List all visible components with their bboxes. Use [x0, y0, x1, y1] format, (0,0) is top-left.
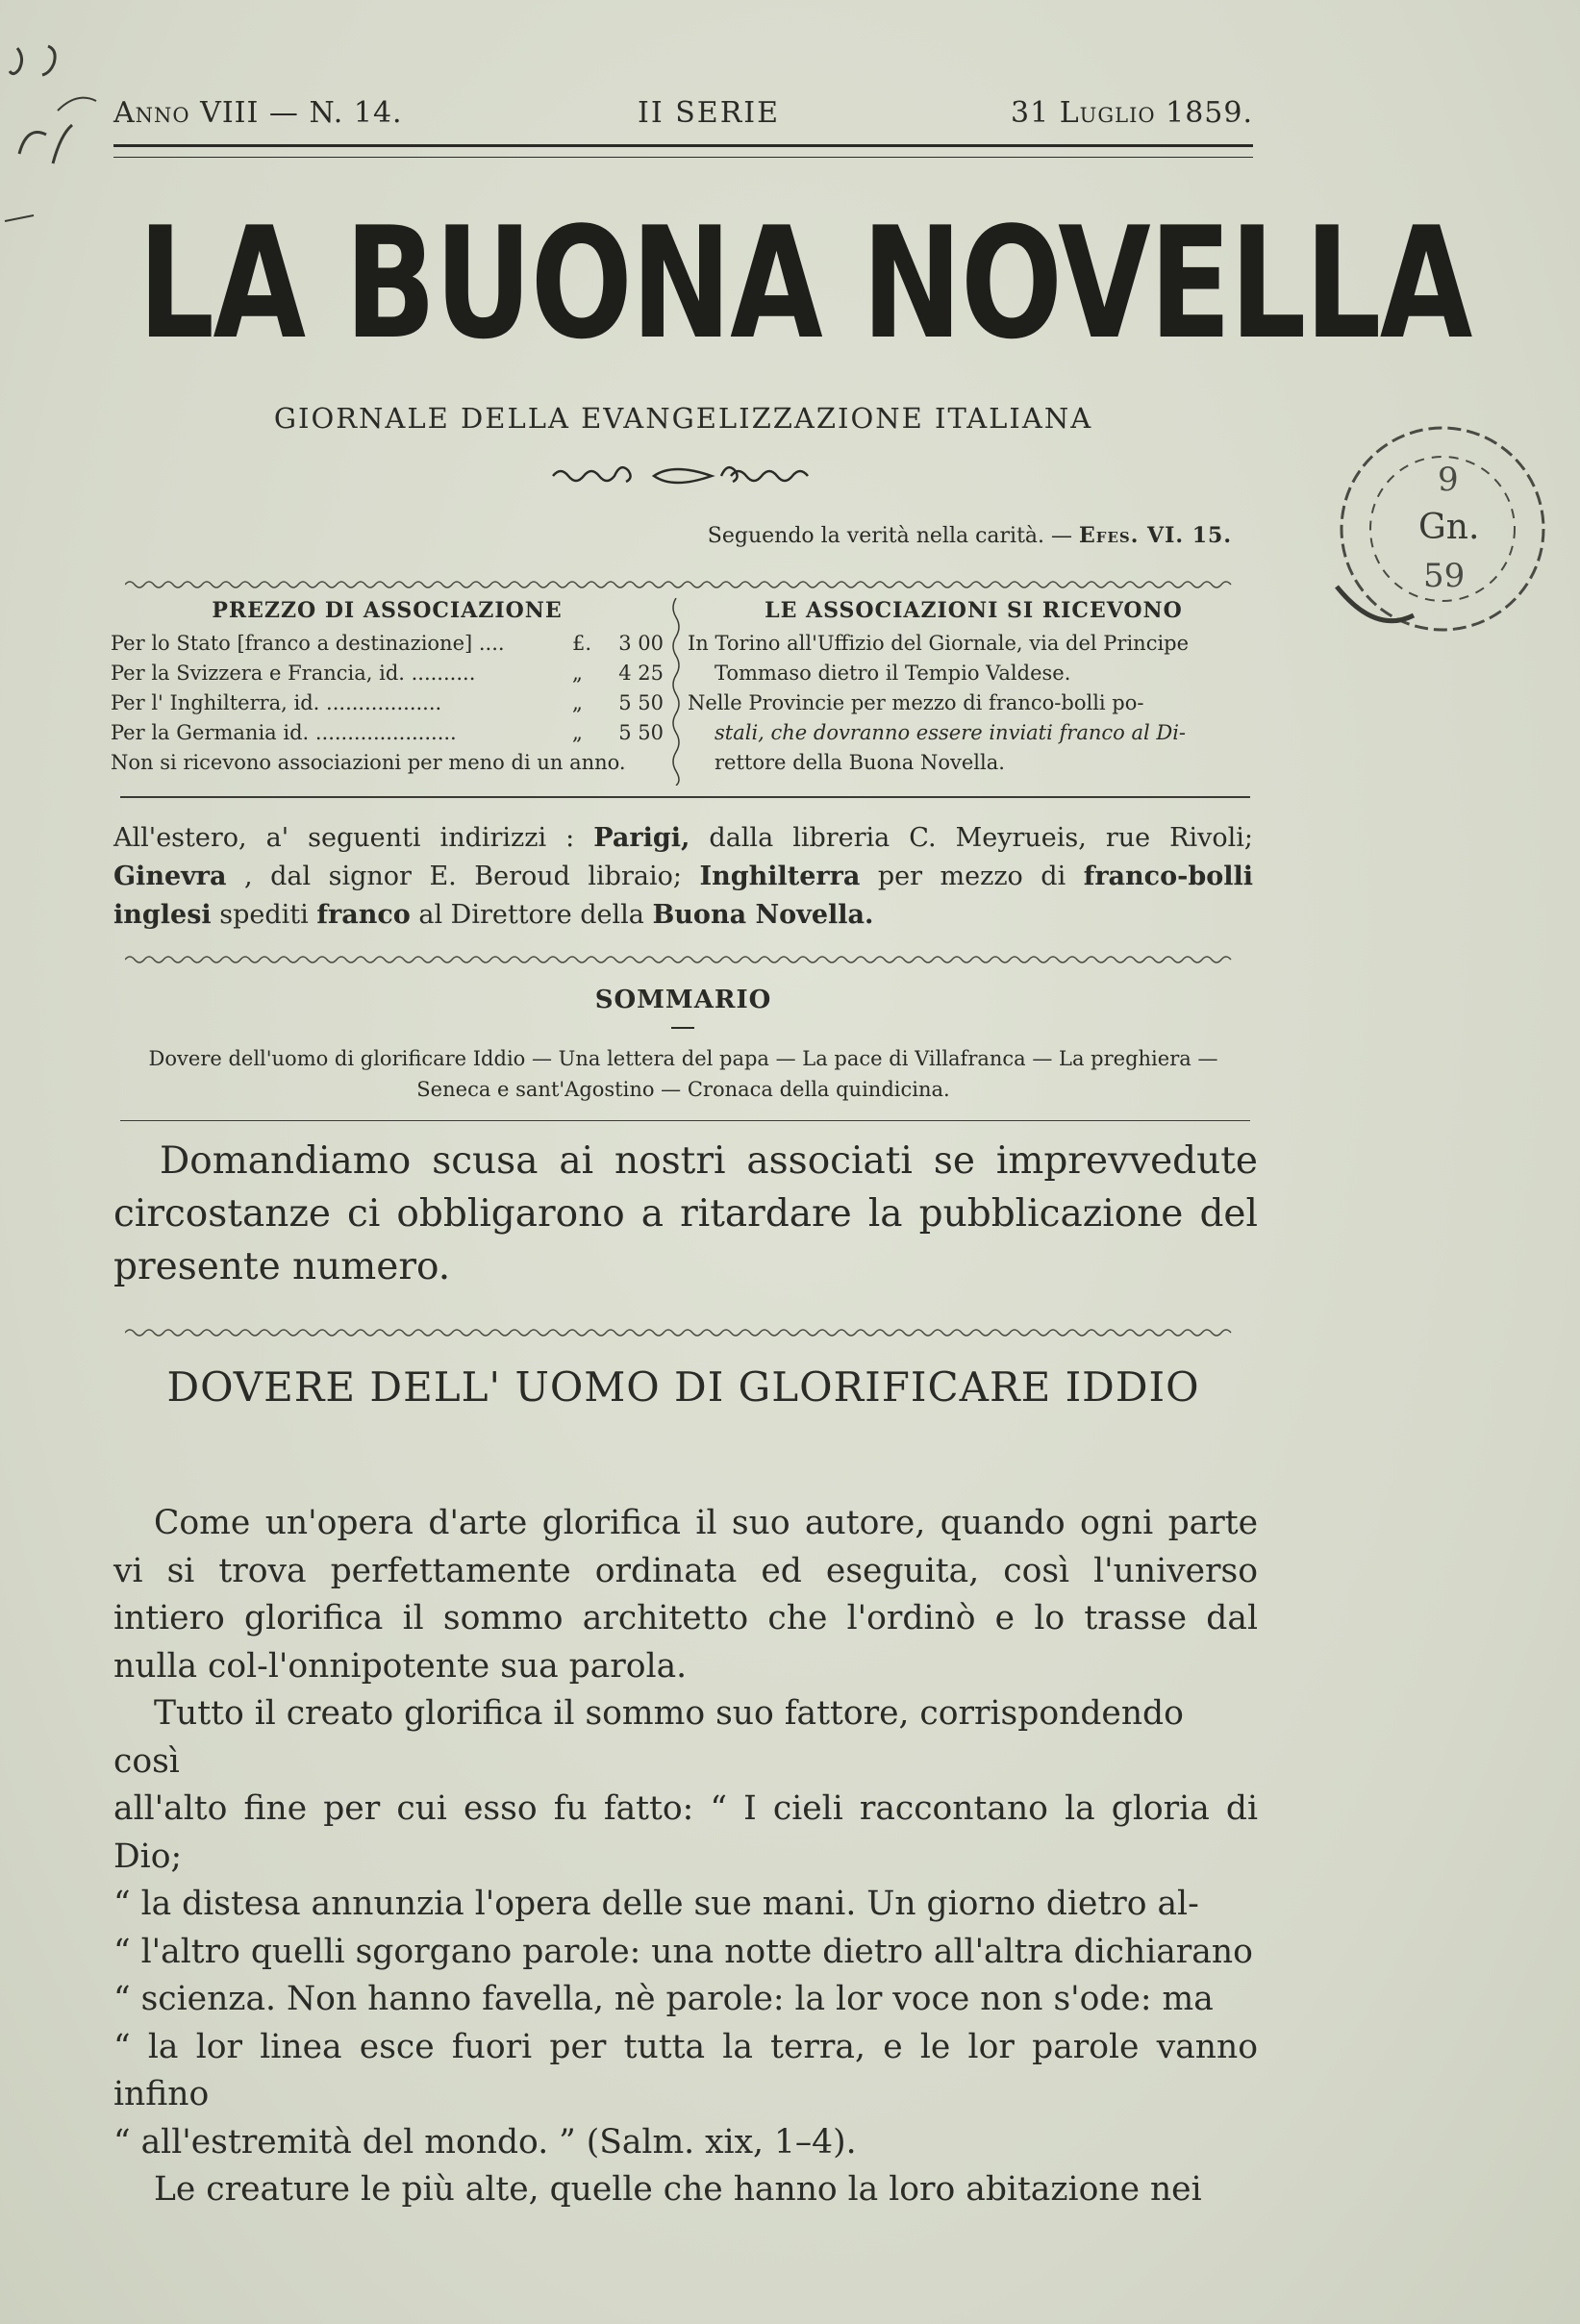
price-currency: „	[572, 662, 583, 685]
price-row	[111, 718, 664, 748]
minimum-note-text: Non si ricevono associazioni per meno di un anno.	[111, 751, 626, 774]
price-label: Per la Germania id. ......................	[111, 721, 457, 744]
motto-reference: Efes. VI. 15.	[1079, 523, 1232, 548]
where-column	[688, 598, 1260, 778]
apology-notice: Domandiamo scusa ai nostri associati se imprevvedute circostanze ci obbligarono a ritardare la pubblicazione del presente numero.	[113, 1139, 1258, 1288]
price-amount: 5 50	[618, 691, 664, 714]
article-line: “ scienza. Non hanno favella, nè parole: la lor voce non s'ode: ma	[113, 1980, 1214, 2018]
abroad-geneva: Ginevra	[113, 862, 227, 891]
where-line: Tommaso dietro il Tempio Valdese.	[715, 662, 1071, 685]
abroad-text: spediti	[211, 900, 317, 930]
where-line: In Torino all'Uffizio del Giornale, via del Principe	[688, 632, 1190, 655]
abroad-text: All'estero, a' seguenti indirizzi :	[113, 823, 594, 853]
masthead-title: LA BUONA NOVELLA	[138, 193, 1471, 373]
article-paragraph: Le creature le più alte, quelle che hanno la loro abitazione nei	[154, 2170, 1202, 2209]
section-rule	[120, 796, 1250, 798]
article-title: DOVERE DELL' UOMO DI GLORIFICARE IDDIO	[166, 1363, 1200, 1411]
abroad-text: , dal signor E. Beroud libraio;	[226, 862, 700, 891]
abroad-paper-name: Buona Novella.	[652, 900, 874, 930]
motto-text: Seguendo la verità nella carità. —	[707, 524, 1080, 548]
minimum-note	[111, 748, 664, 778]
price-label: Per l' Inghilterra, id. ..................	[111, 691, 442, 714]
stamp-month: Gn.	[1418, 508, 1480, 547]
summary-dash	[671, 1027, 694, 1029]
article-line: all'alto fine per cui esso fu fatto: “ I cieli raccontano la gloria di Dio;	[113, 1789, 1258, 1876]
price-amount: 5 50	[618, 721, 664, 744]
abroad-franco: franco	[316, 900, 411, 930]
where-line: rettore della Buona Novella.	[715, 751, 1005, 774]
postmark-stamp	[1317, 413, 1577, 663]
price-column	[111, 598, 664, 778]
price-amount: 3 00	[618, 632, 664, 655]
price-row	[111, 629, 664, 659]
series-label: II SERIE	[638, 96, 781, 130]
price-row	[111, 688, 664, 718]
price-label: Per lo Stato [franco a destinazione] ....	[111, 632, 505, 655]
abroad-stamps: franco-bolli inglesi	[113, 862, 1253, 930]
subscription-block	[111, 598, 1260, 786]
where-line: stali, che dovranno essere inviati franco al Di-	[715, 721, 1187, 744]
article-paragraph: Come un'opera d'arte glorifica il suo autore, quando ogni parte vi si trova perfettamente ordinata ed eseguita, così l'universo intiero glorifica il sommo architetto che l'ordinò e lo trasse dal nulla col-l'onnipotente sua parola.	[113, 1504, 1258, 1686]
abroad-text: per mezzo di	[860, 862, 1084, 891]
abroad-text: al Direttore della	[410, 900, 653, 930]
wavy-divider	[125, 579, 1250, 590]
abroad-text: dalla libreria C. Meyrueis, rue Rivoli;	[690, 823, 1254, 853]
where-heading: LE ASSOCIAZIONI SI RICEVONO	[765, 598, 1183, 623]
article-line: “ la lor linea esce fuori per tutta la terra, e le lor parole vanno infino	[113, 2027, 1258, 2113]
issue-header	[113, 96, 1253, 135]
article-paragraph	[113, 1690, 1258, 1786]
price-currency: £.	[572, 632, 592, 655]
abroad-paris: Parigi,	[593, 823, 690, 853]
header-double-rule	[113, 144, 1253, 158]
masthead	[113, 187, 1471, 380]
issue-date: 31 Luglio 1859.	[1011, 96, 1253, 130]
price-row	[111, 659, 664, 688]
section-rule	[120, 1120, 1250, 1121]
stamp-day: 9	[1438, 461, 1459, 499]
issue-number: Anno VIII — N. 14.	[113, 96, 403, 130]
stamp-year: 59	[1423, 557, 1466, 595]
abroad-england: Inghilterra	[699, 862, 861, 891]
summary-text: Dovere dell'uomo di glorificare Iddio — Una lettera del papa — La pace di Villafranca — La preghiera — Seneca e sant'Agostino — Cronaca della quindicina.	[148, 1047, 1218, 1101]
abroad-addresses	[113, 819, 1253, 935]
summary-heading: SOMMARIO	[594, 986, 772, 1014]
price-label: Per la Svizzera e Francia, id. ..........	[111, 662, 476, 685]
article-body	[113, 1500, 1258, 2214]
article-line: “ all'estremità del mondo. ” (Salm. xix, 1–4).	[113, 2122, 857, 2162]
ornament-flourish	[548, 457, 817, 495]
price-heading: PREZZO DI ASSOCIAZIONE	[212, 598, 563, 623]
wavy-divider	[125, 1327, 1250, 1338]
article-line: “ l'altro quelli sgorgano parole: una notte dietro all'altra dichiarano	[113, 1932, 1253, 1971]
masthead-subtitle: GIORNALE DELLA EVANGELIZZAZIONE ITALIANA	[273, 402, 1093, 435]
price-currency: „	[572, 691, 583, 714]
price-currency: „	[572, 721, 583, 744]
price-amount: 4 25	[618, 662, 664, 685]
article-line: Tutto il creato glorifica il sommo suo fattore, corrispondendo così	[113, 1694, 1184, 1781]
wavy-divider	[125, 954, 1250, 965]
brace-divider	[668, 598, 684, 786]
article-line: “ la distesa annunzia l'opera delle sue mani. Un giorno dietro al-	[113, 1885, 1199, 1923]
motto	[708, 523, 1232, 548]
where-line: Nelle Provincie per mezzo di franco-bolli po-	[688, 691, 1144, 714]
